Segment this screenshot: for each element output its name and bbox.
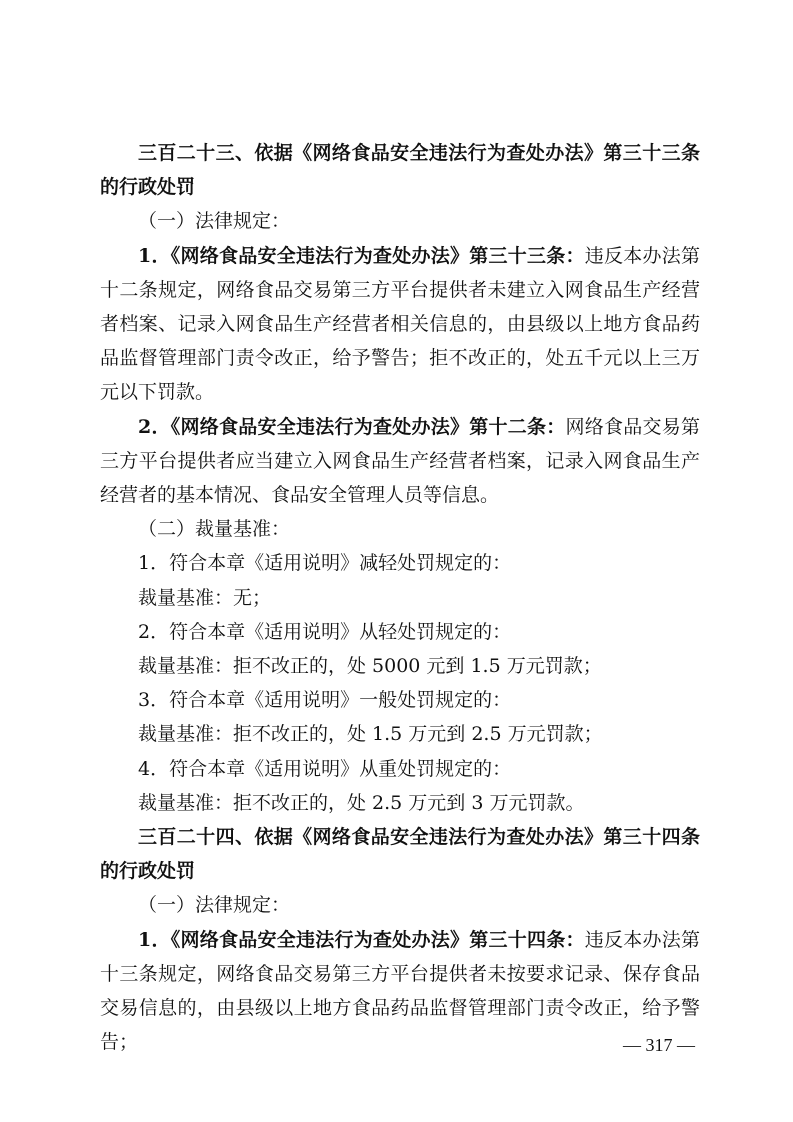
standard-2-value: 裁量基准：拒不改正的，处 5000 元到 1.5 万元罚款； [138, 655, 602, 678]
page-number: — 317 — [623, 1035, 695, 1055]
article-2-text: 网络食品交易第三方平台提供者应当建立入网食品生产经营者档案，记录入网食品生产经营者的基本情况、食品安全管理人员等信息。 [100, 415, 700, 507]
article-1-label: 1．《网络食品安全违法行为查处办法》第三十三条： [138, 244, 585, 267]
article-1-text: 违反本办法第十三条规定，网络食品交易第三方平台提供者未按要求记录、保存食品交易信息的，由县级以上地方食品药品监督管理部门责令改正，给予警告； [100, 928, 700, 1054]
section-323-article-1 [100, 239, 700, 410]
section-324-heading: 三百二十四、依据《网络食品安全违法行为查处办法》第三十四条的行政处罚 [100, 826, 700, 883]
section-324-legal-provisions-title: （一）法律规定： [138, 894, 291, 917]
standard-2-condition: 2．符合本章《适用说明》从轻处罚规定的： [138, 620, 512, 643]
section-323-legal-provisions-title: （一）法律规定： [138, 210, 291, 233]
section-323-heading: 三百二十三、依据《网络食品安全违法行为查处办法》第三十三条的行政处罚 [100, 142, 700, 199]
section-324-article-1 [100, 923, 700, 1060]
section-323-standards-title: （二）裁量基准： [138, 518, 291, 541]
article-2-label: 2．《网络食品安全违法行为查处办法》第十二条： [138, 415, 566, 438]
standard-3-value: 裁量基准：拒不改正的，处 1.5 万元到 2.5 万元罚款； [138, 723, 603, 746]
standard-1-value: 裁量基准：无； [138, 586, 272, 609]
article-1-text: 违反本办法第十二条规定，网络食品交易第三方平台提供者未建立入网食品生产经营者档案、记录入网食品生产经营者相关信息的，由县级以上地方食品药品监督管理部门责令改正，给予警告；拒不改正的，处五千元以上三万元以下罚款。 [100, 244, 700, 404]
section-323-article-2 [100, 410, 700, 513]
standard-4-value: 裁量基准：拒不改正的，处 2.5 万元到 3 万元罚款。 [138, 791, 585, 814]
standard-4-condition: 4．符合本章《适用说明》从重处罚规定的： [138, 757, 512, 780]
standard-1-condition: 1．符合本章《适用说明》减轻处罚规定的： [138, 552, 512, 575]
article-1-label: 1．《网络食品安全违法行为查处办法》第三十四条： [138, 928, 585, 951]
standard-3-condition: 3．符合本章《适用说明》一般处罚规定的： [138, 689, 512, 712]
document-body [100, 136, 700, 1059]
